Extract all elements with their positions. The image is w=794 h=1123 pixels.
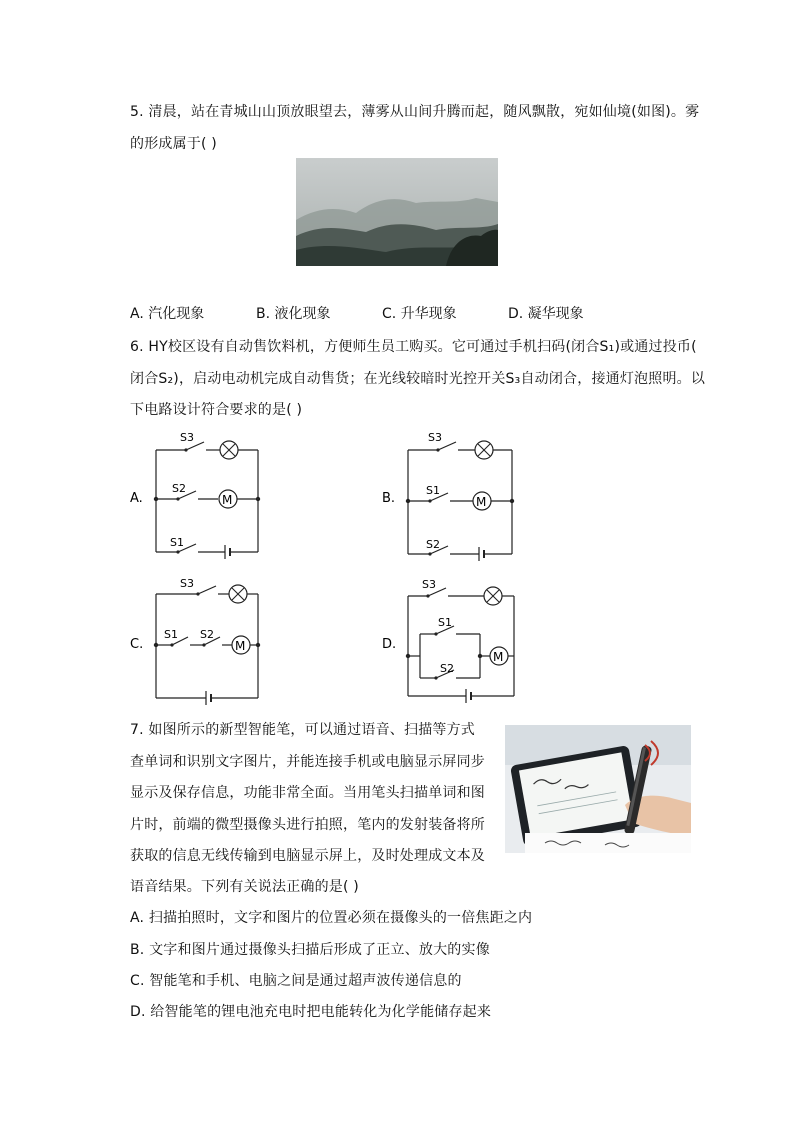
q7-option-c: C. 智能笔和手机、电脑之间是通过超声波传递信息的 xyxy=(130,973,462,989)
circuit-a-label: A. xyxy=(130,491,143,506)
q7-stem-line5: 获取的信息无线传输到电脑显示屏上，及时处理成文本及 xyxy=(130,848,485,864)
svg-text:S3: S3 xyxy=(180,577,194,590)
svg-text:S1: S1 xyxy=(438,616,452,629)
svg-text:S3: S3 xyxy=(428,431,442,444)
svg-text:B.: B. xyxy=(382,491,396,506)
q7-stem-line6: 语音结果。下列有关说法正确的是( ) xyxy=(130,879,359,895)
svg-text:S2: S2 xyxy=(440,662,454,675)
smart-pen-photo xyxy=(505,725,691,853)
svg-text:M: M xyxy=(235,639,246,653)
q6-stem-line1: 6. HY校区设有自动售饮料机，方便师生员工购买。它可通过手机扫码(闭合S₁)或通过投币( xyxy=(130,339,697,355)
circuit-d xyxy=(380,574,520,708)
svg-text:D.: D. xyxy=(382,637,397,652)
q5-option-a: A. 汽化现象 xyxy=(130,306,205,322)
circuit-b xyxy=(380,428,520,562)
svg-text:M: M xyxy=(476,495,487,509)
svg-text:S1: S1 xyxy=(426,484,440,497)
q7-stem-line4: 片时，前端的微型摄像头进行拍照，笔内的发射装备将所 xyxy=(130,817,485,833)
q7-stem-line1: 7. 如图所示的新型智能笔，可以通过语音、扫描等方式 xyxy=(130,722,476,738)
svg-text:S2: S2 xyxy=(172,482,186,495)
q5-stem-line2: 的形成属于( ) xyxy=(130,136,217,152)
svg-text:S2: S2 xyxy=(200,628,214,641)
q7-option-a: A. 扫描拍照时，文字和图片的位置必须在摄像头的一倍焦距之内 xyxy=(130,910,533,926)
svg-text:S3: S3 xyxy=(422,578,436,591)
svg-text:S1: S1 xyxy=(164,628,178,641)
svg-text:C.: C. xyxy=(130,637,144,652)
svg-text:S1: S1 xyxy=(170,536,184,549)
q5-option-d: D. 凝华现象 xyxy=(508,306,584,322)
q7-stem-line2: 查单词和识别文字图片，并能连接手机或电脑显示屏同步 xyxy=(130,754,485,770)
svg-text:M: M xyxy=(222,493,233,507)
q7-option-d: D. 给智能笔的锂电池充电时把电能转化为化学能储存起来 xyxy=(130,1004,492,1020)
q7-stem-line3: 显示及保存信息，功能非常全面。当用笔头扫描单词和图 xyxy=(130,785,485,801)
svg-text:S3: S3 xyxy=(180,431,194,444)
q5-option-b: B. 液化现象 xyxy=(256,306,331,322)
q5-stem-line1: 5. 清晨，站在青城山山顶放眼望去，薄雾从山间升腾而起，随风飘散，宛如仙境(如图)。雾 xyxy=(130,104,700,120)
circuit-c xyxy=(128,572,268,706)
circuit-a xyxy=(128,426,268,560)
svg-text:S2: S2 xyxy=(426,538,440,551)
q6-stem-line2: 闭合S₂)，启动电动机完成自动售货；在光线较暗时光控开关S₃自动闭合，接通灯泡照明。以 xyxy=(130,371,706,387)
q6-stem-line3: 下电路设计符合要求的是( ) xyxy=(130,402,303,418)
q5-option-c: C. 升华现象 xyxy=(382,306,457,322)
misty-mountain-photo xyxy=(296,158,498,266)
svg-text:M: M xyxy=(493,650,504,664)
q7-option-b: B. 文字和图片通过摄像头扫描后形成了正立、放大的实像 xyxy=(130,942,490,958)
